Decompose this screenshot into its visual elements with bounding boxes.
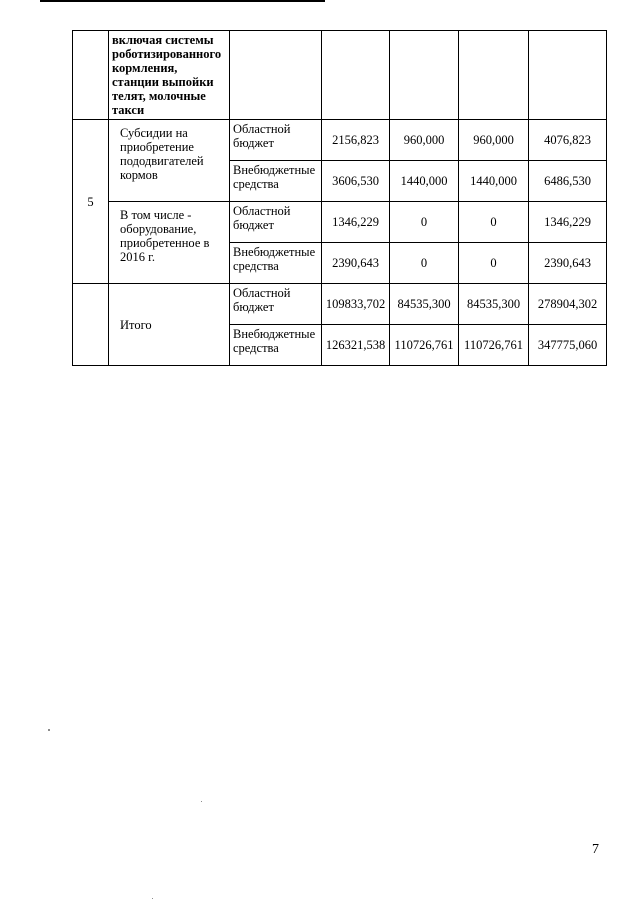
cell-value: 2156,823 xyxy=(322,120,390,161)
cell-source: Внебюджетные средства xyxy=(230,243,322,284)
cell-total: 2390,643 xyxy=(529,243,607,284)
total-label: Итого xyxy=(120,317,152,332)
cell-value: 1440,000 xyxy=(459,161,529,202)
budget-table xyxy=(72,30,607,366)
cell-empty xyxy=(529,31,607,120)
cell-source: Областной бюджет xyxy=(230,120,322,161)
cell-index-empty xyxy=(73,284,109,366)
cell-index-empty xyxy=(73,31,109,120)
table-row xyxy=(73,202,607,243)
equipment-title: В том числе - оборудование, приобретенное в 2016 г. xyxy=(120,208,210,264)
cell-value: 1440,000 xyxy=(390,161,459,202)
cell-value: 110726,761 xyxy=(459,325,529,366)
cell-source: Внебюджетные средства xyxy=(230,161,322,202)
subsidy-title: Субсидии на приобретение пододвигателей кормов xyxy=(120,126,204,182)
cell-source: Областной бюджет xyxy=(230,284,322,325)
cell-total: 6486,530 xyxy=(529,161,607,202)
cell-value: 110726,761 xyxy=(390,325,459,366)
cell-value: 84535,300 xyxy=(390,284,459,325)
cell-empty xyxy=(390,31,459,120)
cell-total: 278904,302 xyxy=(529,284,607,325)
cell-source: Внебюджетные средства xyxy=(230,325,322,366)
cell-value: 0 xyxy=(390,243,459,284)
cell-total: 1346,229 xyxy=(529,202,607,243)
cell-value: 84535,300 xyxy=(459,284,529,325)
cell-subsidy-title xyxy=(109,120,230,202)
cell-equipment-title xyxy=(109,202,230,284)
cell-item-index: 5 xyxy=(73,120,109,284)
cell-empty xyxy=(230,31,322,120)
cell-empty xyxy=(322,31,390,120)
cell-value: 1346,229 xyxy=(322,202,390,243)
cell-total: 347775,060 xyxy=(529,325,607,366)
table-row-continued xyxy=(73,31,607,120)
scan-speck xyxy=(152,898,153,899)
cell-value: 960,000 xyxy=(459,120,529,161)
cell-total: 4076,823 xyxy=(529,120,607,161)
cell-empty xyxy=(459,31,529,120)
cell-value: 3606,530 xyxy=(322,161,390,202)
cell-description: включая системы роботизированного кормления, станции выпойки телят, молочные такси xyxy=(109,31,230,120)
cell-value: 0 xyxy=(459,243,529,284)
cell-total-label xyxy=(109,284,230,366)
scan-speck xyxy=(201,801,202,802)
page-number: 7 xyxy=(592,842,599,857)
cell-value: 0 xyxy=(390,202,459,243)
table-row xyxy=(73,120,607,161)
cell-value: 2390,643 xyxy=(322,243,390,284)
cell-value: 0 xyxy=(459,202,529,243)
cell-value: 109833,702 xyxy=(322,284,390,325)
cell-source: Областной бюджет xyxy=(230,202,322,243)
table-row-total xyxy=(73,284,607,325)
scan-speck xyxy=(48,729,50,731)
cell-value: 126321,538 xyxy=(322,325,390,366)
cell-value: 960,000 xyxy=(390,120,459,161)
top-rule xyxy=(40,0,325,2)
